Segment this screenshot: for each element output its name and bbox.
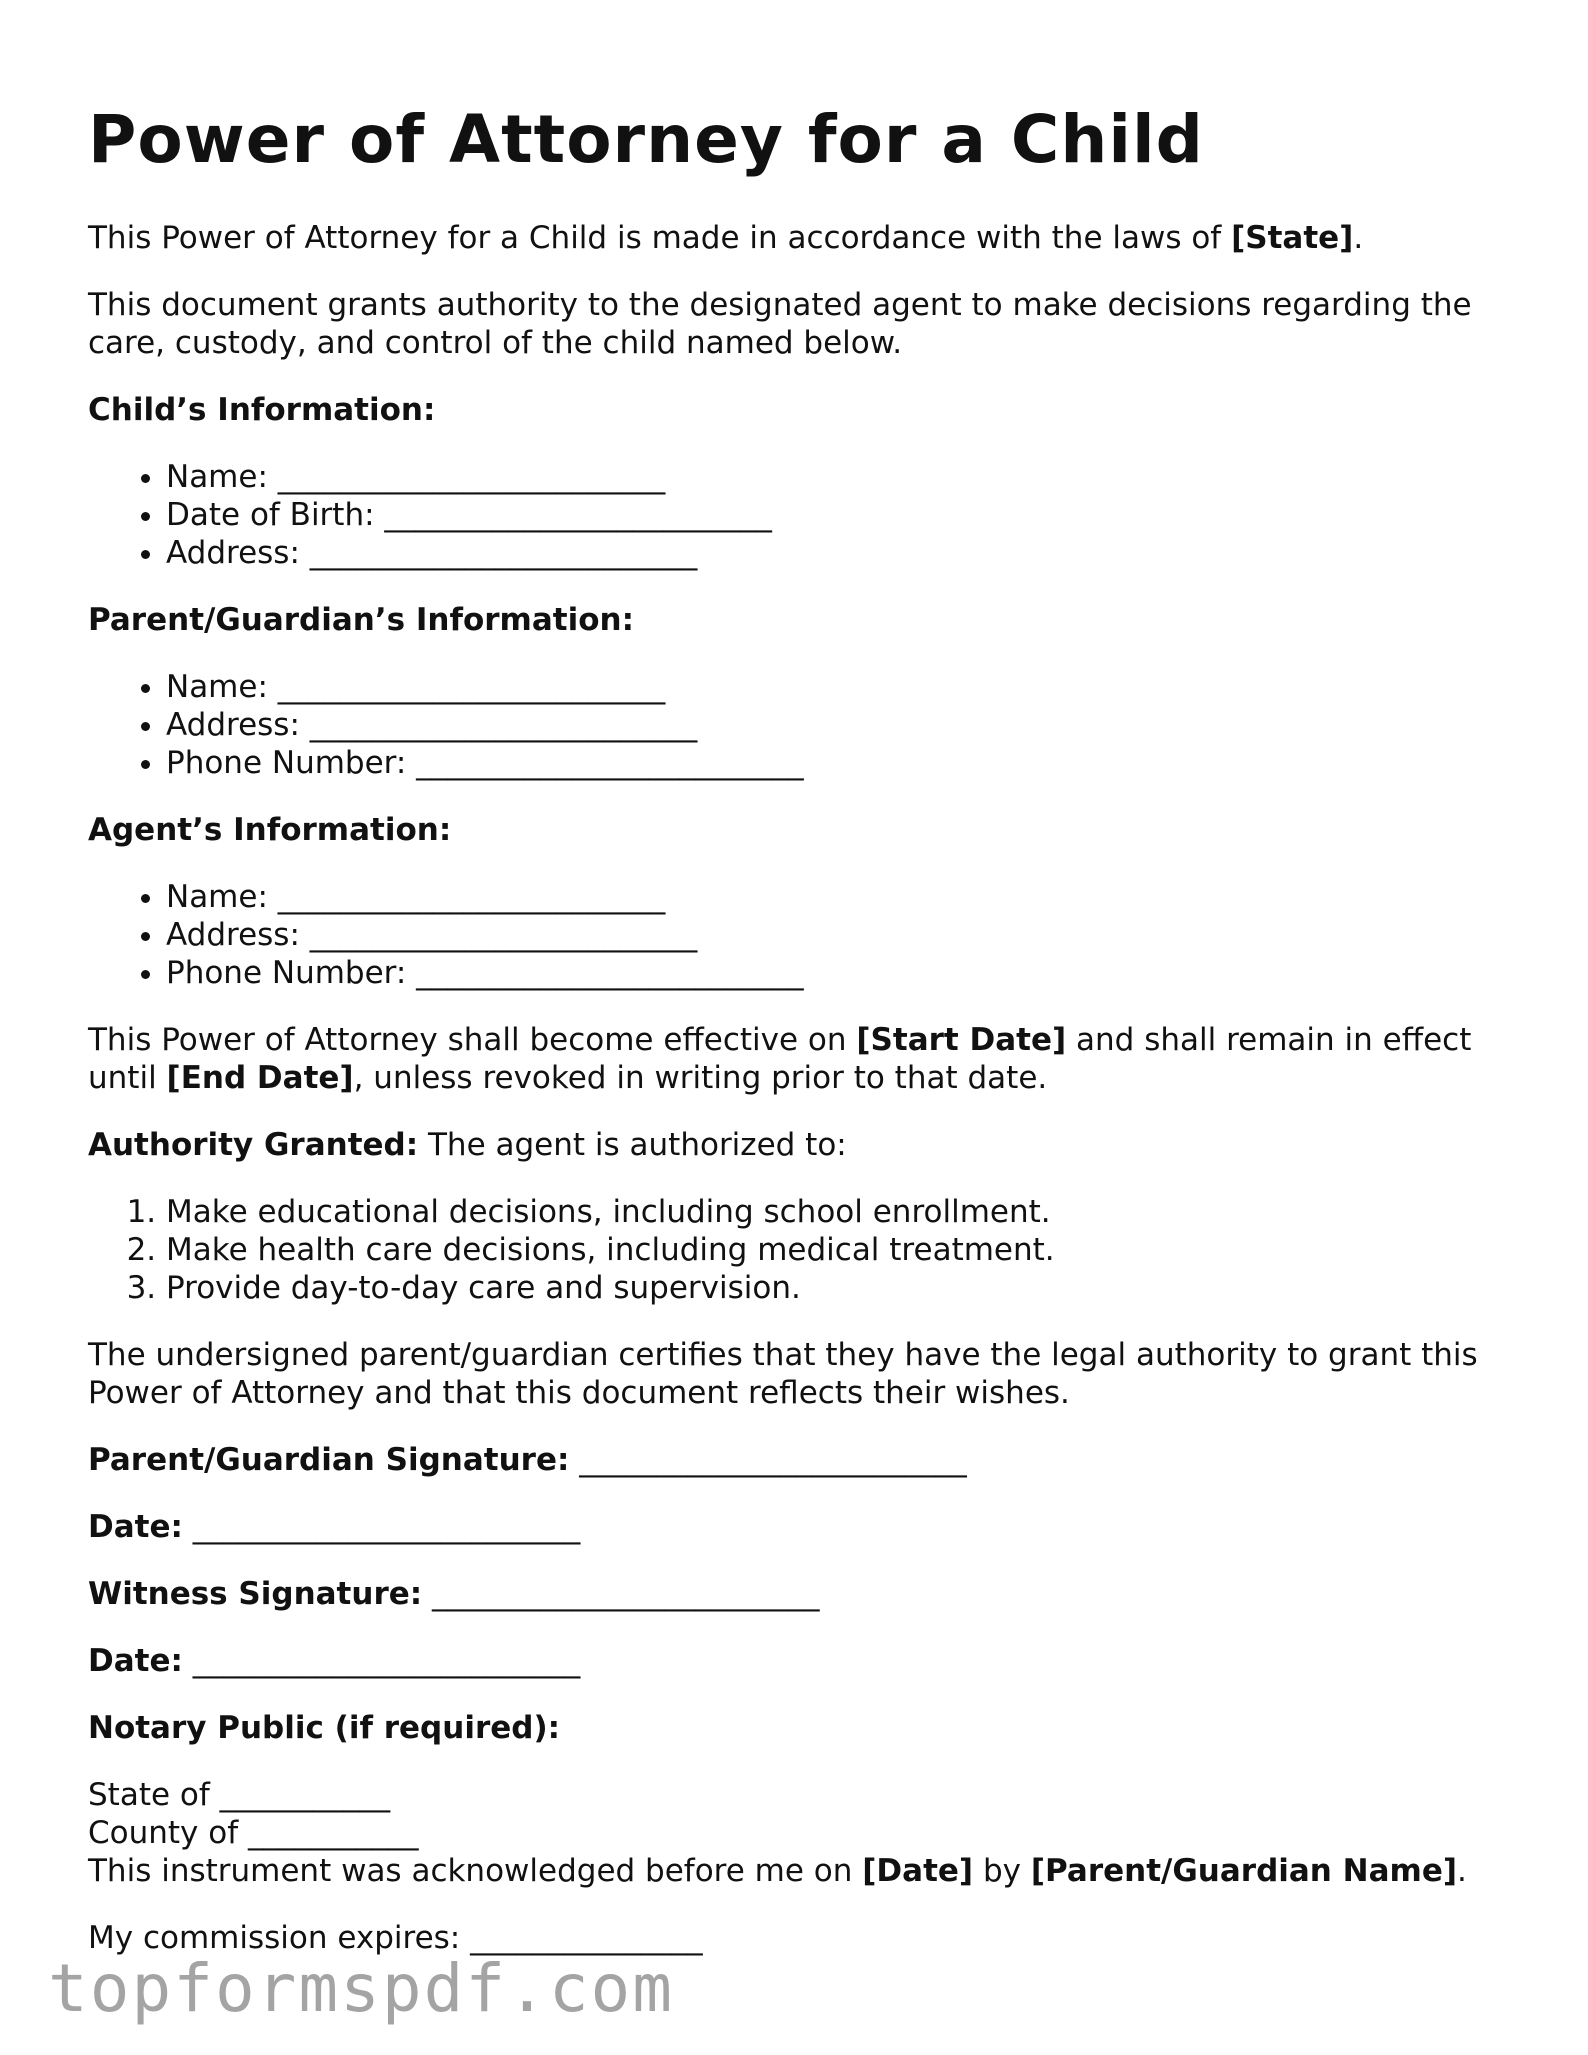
certify-paragraph: The undersigned parent/guardian certifies that they have the legal authority to grant this Power of Attorney and that this document reflects their wishes. [88, 1337, 1478, 1412]
fill-in-blank[interactable]: _________________________ [416, 745, 804, 782]
authority-item: 3. Provide day-to-day care and supervision. [166, 1269, 1508, 1307]
date-blank[interactable]: _________________________ [192, 1509, 581, 1546]
witness-date-line: Date: _________________________ [88, 1643, 581, 1680]
parent-signature-line: Parent/Guardian Signature: _________________________ [88, 1442, 967, 1479]
child-dob-field: • Date of Birth: _________________________ [166, 496, 1508, 534]
fill-in-blank[interactable]: _________________________ [277, 669, 666, 706]
agent-address-field: • Address: _________________________ [166, 916, 1508, 954]
commission-line: My commission expires: _______________ [88, 1920, 703, 1957]
fill-in-blank[interactable]: _________________________ [309, 535, 698, 572]
notary-heading: Notary Public (if required): [88, 1710, 561, 1747]
intro-paragraph: This Power of Attorney for a Child is made in accordance with the laws of [State]. [88, 220, 1364, 257]
parent-date-line: Date: _________________________ [88, 1509, 581, 1546]
notary-section [88, 1776, 1508, 1957]
parent-info-list [88, 668, 1508, 782]
fill-in-blank[interactable]: _________________________ [384, 497, 772, 534]
agent-name-field: • Name: _________________________ [166, 878, 1508, 916]
fill-in-blank[interactable]: _________________________ [309, 707, 698, 744]
effective-paragraph: This Power of Attorney shall become effective on [Start Date] and shall remain in effect until [End Date], unless revoked in writing prior to that date. [88, 1022, 1472, 1097]
child-info-list [88, 458, 1508, 572]
ack-date-placeholder: [Date] [862, 1853, 974, 1890]
agent-info-list [88, 878, 1508, 992]
parent-info-heading: Parent/Guardian’s Information: [88, 602, 634, 639]
parent-phone-field: • Phone Number: _________________________ [166, 744, 1508, 782]
parent-name-field: • Name: _________________________ [166, 668, 1508, 706]
fill-in-blank[interactable]: _________________________ [309, 917, 698, 954]
authority-label: Authority Granted: [88, 1127, 419, 1164]
date-blank[interactable]: _________________________ [192, 1643, 581, 1680]
fill-in-blank[interactable]: _________________________ [277, 879, 666, 916]
signature-blank[interactable]: _________________________ [579, 1442, 967, 1479]
authority-item: 2. Make health care decisions, including medical treatment. [166, 1231, 1508, 1269]
child-address-field: • Address: _________________________ [166, 534, 1508, 572]
fill-in-blank[interactable]: _______________ [470, 1920, 703, 1957]
child-info-heading: Child’s Information: [88, 392, 436, 429]
document-page [88, 100, 1508, 1986]
fill-in-blank[interactable]: ___________ [248, 1815, 419, 1852]
notary-county-line: County of ___________ [88, 1815, 419, 1852]
fill-in-blank[interactable]: ___________ [219, 1777, 391, 1814]
watermark-text: topformspdf.com [48, 1950, 675, 2027]
authority-list [88, 1193, 1508, 1307]
witness-signature-line: Witness Signature: _________________________ [88, 1576, 820, 1613]
fill-in-blank[interactable]: _________________________ [416, 955, 804, 992]
end-date-placeholder: [End Date] [166, 1060, 354, 1097]
agent-phone-field: • Phone Number: _________________________ [166, 954, 1508, 992]
notary-acknowledgment: This instrument was acknowledged before me on [Date] by [Parent/Guardian Name]. [88, 1853, 1467, 1890]
child-name-field: • Name: _________________________ [166, 458, 1508, 496]
notary-state-line: State of ___________ [88, 1777, 391, 1814]
authority-item: 1. Make educational decisions, including school enrollment. [166, 1193, 1508, 1231]
agent-info-heading: Agent’s Information: [88, 812, 452, 849]
ack-name-placeholder: [Parent/Guardian Name] [1030, 1853, 1458, 1890]
fill-in-blank[interactable]: _________________________ [277, 459, 666, 496]
signature-blank[interactable]: _________________________ [432, 1576, 820, 1613]
grant-paragraph: This document grants authority to the designated agent to make decisions regarding the care, custody, and control of the child named below. [88, 287, 1472, 362]
parent-address-field: • Address: _________________________ [166, 706, 1508, 744]
state-placeholder: [State] [1231, 220, 1354, 257]
authority-paragraph: Authority Granted: The agent is authorized to: [88, 1127, 847, 1164]
start-date-placeholder: [Start Date] [856, 1022, 1067, 1059]
document-title: Power of Attorney for a Child [88, 101, 1204, 178]
